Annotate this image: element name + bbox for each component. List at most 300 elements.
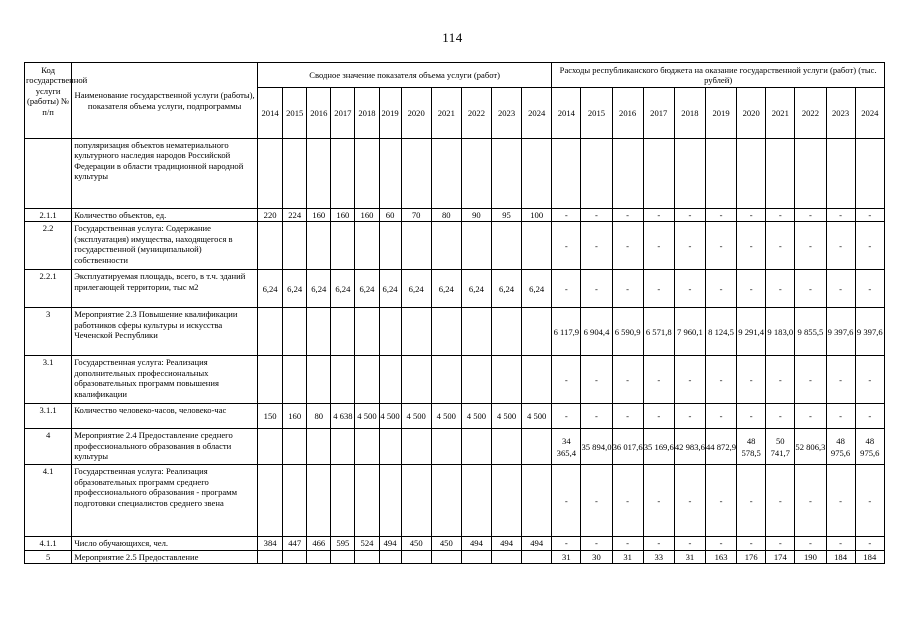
expense-value-cell: 6 904,4 — [581, 308, 612, 356]
volume-year-header: 2022 — [461, 88, 491, 139]
volume-value-cell: 4 500 — [431, 404, 461, 429]
volume-year-header: 2019 — [379, 88, 401, 139]
volume-year-header: 2017 — [331, 88, 355, 139]
expense-value-cell: - — [826, 209, 855, 222]
volume-value-cell — [283, 429, 307, 465]
volume-value-cell: 160 — [331, 209, 355, 222]
expense-value-cell: 48 975,6 — [826, 429, 855, 465]
expense-value-cell: 6 571,8 — [643, 308, 674, 356]
volume-value-cell — [379, 429, 401, 465]
expense-value-cell: - — [674, 537, 705, 550]
expense-value-cell: 7 960,1 — [674, 308, 705, 356]
volume-value-cell — [283, 222, 307, 270]
volume-value-cell: 384 — [258, 537, 283, 550]
expense-value-cell — [581, 139, 612, 209]
row-code: 3 — [25, 308, 72, 356]
volume-year-header: 2020 — [401, 88, 431, 139]
expense-value-cell: - — [705, 404, 736, 429]
expense-value-cell: - — [855, 209, 884, 222]
row-code: 4.1.1 — [25, 537, 72, 550]
volume-value-cell — [283, 139, 307, 209]
volume-year-header: 2014 — [258, 88, 283, 139]
expense-year-header: 2022 — [795, 88, 826, 139]
volume-value-cell — [283, 356, 307, 404]
expense-value-cell: - — [795, 209, 826, 222]
expense-value-cell: 34 365,4 — [552, 429, 581, 465]
expense-value-cell: - — [826, 356, 855, 404]
volume-value-cell — [331, 308, 355, 356]
volume-value-cell: 494 — [491, 537, 521, 550]
volume-value-cell: 80 — [307, 404, 331, 429]
expense-value-cell: - — [826, 465, 855, 537]
volume-value-cell — [431, 139, 461, 209]
table-row — [25, 404, 885, 429]
volume-value-cell: 6,24 — [258, 270, 283, 308]
volume-value-cell — [283, 550, 307, 563]
expense-value-cell: 44 872,9 — [705, 429, 736, 465]
volume-value-cell — [331, 465, 355, 537]
volume-value-cell — [491, 429, 521, 465]
volume-value-cell — [283, 465, 307, 537]
expense-value-cell: - — [766, 465, 795, 537]
expense-value-cell: - — [826, 222, 855, 270]
volume-value-cell: 595 — [331, 537, 355, 550]
expense-value-cell: - — [612, 537, 643, 550]
volume-value-cell — [522, 139, 552, 209]
expense-value-cell: 31 — [612, 550, 643, 563]
expense-value-cell: - — [674, 404, 705, 429]
row-name: Мероприятие 2.5 Предоставление — [72, 550, 258, 563]
expense-value-cell: 33 — [643, 550, 674, 563]
expense-value-cell: - — [643, 404, 674, 429]
volume-value-cell — [491, 356, 521, 404]
expense-value-cell: 31 — [552, 550, 581, 563]
volume-value-cell — [331, 429, 355, 465]
volume-value-cell — [355, 356, 379, 404]
expense-value-cell: - — [552, 465, 581, 537]
expense-value-cell: - — [552, 537, 581, 550]
volume-value-cell — [401, 550, 431, 563]
expense-value-cell: 42 983,6 — [674, 429, 705, 465]
volume-value-cell: 6,24 — [283, 270, 307, 308]
volume-value-cell — [401, 222, 431, 270]
expense-value-cell: 176 — [737, 550, 766, 563]
volume-value-cell: 160 — [283, 404, 307, 429]
expense-value-cell: - — [552, 222, 581, 270]
expense-value-cell: 35 894,0 — [581, 429, 612, 465]
volume-value-cell — [307, 356, 331, 404]
volume-value-cell — [258, 550, 283, 563]
expense-value-cell: - — [581, 209, 612, 222]
row-code: 3.1.1 — [25, 404, 72, 429]
expense-value-cell: - — [737, 356, 766, 404]
volume-value-cell — [401, 308, 431, 356]
table-row — [25, 356, 885, 404]
table-row — [25, 550, 885, 563]
volume-value-cell: 450 — [401, 537, 431, 550]
volume-value-cell — [379, 356, 401, 404]
expense-value-cell: - — [612, 404, 643, 429]
expense-value-cell: - — [643, 222, 674, 270]
expense-value-cell: - — [855, 270, 884, 308]
volume-value-cell — [379, 465, 401, 537]
volume-value-cell: 95 — [491, 209, 521, 222]
volume-value-cell: 4 500 — [491, 404, 521, 429]
volume-value-cell: 4 500 — [355, 404, 379, 429]
expense-value-cell: 163 — [705, 550, 736, 563]
volume-value-cell — [522, 465, 552, 537]
expense-value-cell: - — [581, 270, 612, 308]
volume-value-cell — [491, 465, 521, 537]
expense-value-cell — [674, 139, 705, 209]
volume-value-cell — [522, 222, 552, 270]
expense-value-cell: - — [795, 404, 826, 429]
volume-value-cell — [379, 139, 401, 209]
expense-value-cell — [612, 139, 643, 209]
expense-year-header: 2015 — [581, 88, 612, 139]
expense-value-cell: - — [705, 356, 736, 404]
volume-value-cell — [307, 429, 331, 465]
expense-value-cell — [826, 139, 855, 209]
volume-value-cell — [307, 550, 331, 563]
volume-value-cell — [331, 222, 355, 270]
volume-value-cell: 6,24 — [491, 270, 521, 308]
volume-value-cell — [355, 222, 379, 270]
row-code: 3.1 — [25, 356, 72, 404]
expense-value-cell: - — [612, 465, 643, 537]
expense-value-cell: - — [705, 209, 736, 222]
volume-value-cell: 4 500 — [379, 404, 401, 429]
volume-value-cell — [461, 139, 491, 209]
expense-value-cell: 9 291,4 — [737, 308, 766, 356]
volume-value-cell — [258, 356, 283, 404]
expense-value-cell: - — [855, 222, 884, 270]
volume-value-cell — [379, 308, 401, 356]
row-name: Количество человеко-часов, человеко-час — [72, 404, 258, 429]
volume-value-cell: 6,24 — [401, 270, 431, 308]
volume-value-cell: 160 — [307, 209, 331, 222]
volume-value-cell — [431, 222, 461, 270]
row-code: 2.2.1 — [25, 270, 72, 308]
volume-value-cell — [258, 465, 283, 537]
row-name: Государственная услуга: Реализация образовательных программ среднего профессионального образования - программ подготовки специалистов среднего звена — [72, 465, 258, 537]
table-row — [25, 465, 885, 537]
volume-value-cell — [431, 356, 461, 404]
volume-value-cell: 4 638 — [331, 404, 355, 429]
volume-value-cell — [379, 550, 401, 563]
volume-value-cell — [355, 308, 379, 356]
expense-value-cell: - — [826, 404, 855, 429]
volume-year-header: 2024 — [522, 88, 552, 139]
volume-value-cell: 450 — [431, 537, 461, 550]
row-name: Государственная услуга: Содержание (эксплуатация) имущества, находящегося в государственной (муниципальной) собственности — [72, 222, 258, 270]
row-code: 5 — [25, 550, 72, 563]
volume-value-cell — [331, 139, 355, 209]
expense-value-cell: - — [581, 356, 612, 404]
volume-value-cell: 6,24 — [355, 270, 379, 308]
expense-value-cell: - — [705, 465, 736, 537]
expense-value-cell: - — [795, 270, 826, 308]
volume-value-cell: 494 — [379, 537, 401, 550]
volume-value-cell: 6,24 — [379, 270, 401, 308]
row-name: Эксплуатируемая площадь, всего, в т.ч. зданий прилегающей территории, тыс м2 — [72, 270, 258, 308]
expense-value-cell: - — [674, 222, 705, 270]
volume-year-header: 2015 — [283, 88, 307, 139]
expense-value-cell: - — [612, 270, 643, 308]
expense-value-cell: 190 — [795, 550, 826, 563]
expense-value-cell: - — [766, 537, 795, 550]
volume-value-cell — [491, 139, 521, 209]
volume-value-cell — [331, 356, 355, 404]
volume-value-cell: 60 — [379, 209, 401, 222]
expense-value-cell: - — [766, 222, 795, 270]
expense-year-header: 2018 — [674, 88, 705, 139]
expense-value-cell: - — [795, 222, 826, 270]
expense-value-cell: - — [795, 537, 826, 550]
expense-value-cell: - — [855, 356, 884, 404]
row-code: 4.1 — [25, 465, 72, 537]
row-code: 2.2 — [25, 222, 72, 270]
expense-year-header: 2020 — [737, 88, 766, 139]
expense-value-cell: - — [737, 465, 766, 537]
volume-value-cell — [283, 308, 307, 356]
expense-value-cell — [737, 139, 766, 209]
volume-value-cell — [307, 139, 331, 209]
expense-value-cell: - — [643, 537, 674, 550]
table-row — [25, 270, 885, 308]
expense-value-cell: - — [737, 537, 766, 550]
volume-value-cell — [258, 429, 283, 465]
row-name: Государственная услуга: Реализация дополнительных профессиональных образовательных программ повышения квалификации — [72, 356, 258, 404]
expense-year-header: 2024 — [855, 88, 884, 139]
expense-value-cell: 48 975,6 — [855, 429, 884, 465]
volume-value-cell: 494 — [461, 537, 491, 550]
volume-value-cell — [461, 356, 491, 404]
expense-year-header: 2017 — [643, 88, 674, 139]
expense-year-header: 2019 — [705, 88, 736, 139]
expense-value-cell: - — [705, 222, 736, 270]
expense-value-cell: - — [766, 404, 795, 429]
expense-value-cell: - — [737, 404, 766, 429]
expense-value-cell — [552, 139, 581, 209]
expense-value-cell: 174 — [766, 550, 795, 563]
volume-value-cell — [491, 222, 521, 270]
volume-value-cell: 100 — [522, 209, 552, 222]
row-code — [25, 139, 72, 209]
volume-value-cell — [491, 550, 521, 563]
table-row — [25, 222, 885, 270]
expense-value-cell: - — [674, 209, 705, 222]
expense-value-cell: 184 — [855, 550, 884, 563]
expense-value-cell: - — [674, 356, 705, 404]
volume-value-cell — [355, 465, 379, 537]
volume-value-cell: 160 — [355, 209, 379, 222]
expense-value-cell: - — [737, 270, 766, 308]
expense-value-cell: - — [705, 270, 736, 308]
name-column-header: Наименование государственной услуги (работы), показателя объема услуги, подпрограммы — [72, 63, 258, 139]
volume-value-cell: 6,24 — [331, 270, 355, 308]
volume-value-cell: 150 — [258, 404, 283, 429]
volume-value-cell — [355, 429, 379, 465]
page-number: 114 — [442, 30, 463, 45]
volume-value-cell — [307, 222, 331, 270]
volume-value-cell — [461, 429, 491, 465]
expense-value-cell: - — [766, 270, 795, 308]
volume-value-cell — [307, 465, 331, 537]
expense-value-cell: - — [795, 356, 826, 404]
services-table — [24, 62, 885, 564]
expense-value-cell: - — [855, 465, 884, 537]
expense-year-header: 2016 — [612, 88, 643, 139]
expense-value-cell: 8 124,5 — [705, 308, 736, 356]
volume-value-cell — [522, 356, 552, 404]
volume-value-cell — [522, 429, 552, 465]
row-name: Число обучающихся, чел. — [72, 537, 258, 550]
volume-value-cell — [461, 308, 491, 356]
volume-value-cell — [258, 308, 283, 356]
volume-year-header: 2018 — [355, 88, 379, 139]
volume-value-cell — [431, 465, 461, 537]
row-code: 2.1.1 — [25, 209, 72, 222]
volume-value-cell — [379, 222, 401, 270]
expense-value-cell: - — [855, 537, 884, 550]
expense-year-header: 2023 — [826, 88, 855, 139]
expense-value-cell — [705, 139, 736, 209]
row-name: Количество объектов, ед. — [72, 209, 258, 222]
expense-value-cell: - — [674, 465, 705, 537]
volume-value-cell: 70 — [401, 209, 431, 222]
volume-value-cell — [258, 139, 283, 209]
volume-value-cell: 90 — [461, 209, 491, 222]
volume-value-cell — [461, 465, 491, 537]
volume-year-header: 2023 — [491, 88, 521, 139]
expense-value-cell: 6 117,9 — [552, 308, 581, 356]
volume-value-cell — [331, 550, 355, 563]
volume-value-cell — [491, 308, 521, 356]
volume-value-cell — [401, 356, 431, 404]
expense-value-cell: - — [705, 537, 736, 550]
volume-value-cell: 4 500 — [522, 404, 552, 429]
volume-group-header: Сводное значение показателя объема услуги (работ) — [258, 63, 552, 88]
expense-value-cell: 9 397,6 — [826, 308, 855, 356]
expense-value-cell: 6 590,9 — [612, 308, 643, 356]
expense-value-cell: - — [552, 404, 581, 429]
table-row — [25, 139, 885, 209]
expense-value-cell: - — [612, 222, 643, 270]
expense-value-cell: - — [612, 356, 643, 404]
expense-value-cell: - — [581, 465, 612, 537]
expense-value-cell — [643, 139, 674, 209]
expense-value-cell: - — [737, 222, 766, 270]
expense-value-cell: 9 397,6 — [855, 308, 884, 356]
volume-value-cell — [522, 308, 552, 356]
expense-value-cell — [855, 139, 884, 209]
expense-value-cell: - — [581, 537, 612, 550]
volume-value-cell: 494 — [522, 537, 552, 550]
expense-value-cell: - — [643, 209, 674, 222]
volume-value-cell — [431, 429, 461, 465]
volume-value-cell: 466 — [307, 537, 331, 550]
volume-value-cell: 220 — [258, 209, 283, 222]
volume-value-cell — [307, 308, 331, 356]
volume-value-cell — [431, 308, 461, 356]
expense-value-cell: - — [826, 270, 855, 308]
volume-value-cell — [401, 139, 431, 209]
expense-year-header: 2021 — [766, 88, 795, 139]
expense-value-cell — [766, 139, 795, 209]
volume-value-cell — [461, 550, 491, 563]
table-row — [25, 429, 885, 465]
volume-value-cell: 6,24 — [522, 270, 552, 308]
volume-value-cell: 6,24 — [307, 270, 331, 308]
expense-value-cell: - — [581, 404, 612, 429]
expense-value-cell: 30 — [581, 550, 612, 563]
volume-value-cell — [431, 550, 461, 563]
volume-value-cell: 6,24 — [431, 270, 461, 308]
volume-value-cell: 224 — [283, 209, 307, 222]
expense-value-cell: 9 183,0 — [766, 308, 795, 356]
volume-value-cell — [461, 222, 491, 270]
expense-value-cell: 36 017,6 — [612, 429, 643, 465]
volume-value-cell — [355, 550, 379, 563]
code-column-header: Код государственной услуги (работы) № п/п — [25, 63, 72, 139]
expense-value-cell: - — [855, 404, 884, 429]
expense-value-cell: 9 855,5 — [795, 308, 826, 356]
row-name: популяризация объектов нематериального культурного наследия народов Российской Федерации в области традиционной народной культуры — [72, 139, 258, 209]
volume-value-cell — [401, 465, 431, 537]
expense-value-cell: - — [643, 356, 674, 404]
table-row — [25, 209, 885, 222]
row-code: 4 — [25, 429, 72, 465]
expense-value-cell: - — [766, 356, 795, 404]
expense-value-cell: - — [552, 209, 581, 222]
volume-year-header: 2021 — [431, 88, 461, 139]
row-name: Мероприятие 2.4 Предоставление среднего профессионального образования в области культуры — [72, 429, 258, 465]
expense-value-cell: 48 578,5 — [737, 429, 766, 465]
expense-value-cell: - — [766, 209, 795, 222]
volume-value-cell: 524 — [355, 537, 379, 550]
volume-year-header: 2016 — [307, 88, 331, 139]
expense-year-header: 2014 — [552, 88, 581, 139]
volume-value-cell: 447 — [283, 537, 307, 550]
volume-value-cell — [355, 139, 379, 209]
expense-value-cell: 52 806,3 — [795, 429, 826, 465]
expense-group-header: Расходы республиканского бюджета на оказание государственной услуги (работ) (тыс. рублей) — [552, 63, 885, 88]
expense-value-cell: - — [737, 209, 766, 222]
volume-value-cell: 4 500 — [461, 404, 491, 429]
expense-value-cell: 35 169,6 — [643, 429, 674, 465]
expense-value-cell: - — [795, 465, 826, 537]
expense-value-cell: - — [552, 270, 581, 308]
expense-value-cell: - — [826, 537, 855, 550]
expense-value-cell: - — [612, 209, 643, 222]
table-row — [25, 537, 885, 550]
volume-value-cell: 6,24 — [461, 270, 491, 308]
row-name: Мероприятие 2.3 Повышение квалификации работников сферы культуры и искусства Чеченской Республики — [72, 308, 258, 356]
volume-value-cell — [258, 222, 283, 270]
expense-value-cell: - — [552, 356, 581, 404]
volume-value-cell — [522, 550, 552, 563]
expense-value-cell: - — [674, 270, 705, 308]
expense-value-cell: 184 — [826, 550, 855, 563]
expense-value-cell — [795, 139, 826, 209]
volume-value-cell — [401, 429, 431, 465]
expense-value-cell: - — [643, 465, 674, 537]
expense-value-cell: 50 741,7 — [766, 429, 795, 465]
expense-value-cell: - — [643, 270, 674, 308]
expense-value-cell: 31 — [674, 550, 705, 563]
volume-value-cell: 80 — [431, 209, 461, 222]
